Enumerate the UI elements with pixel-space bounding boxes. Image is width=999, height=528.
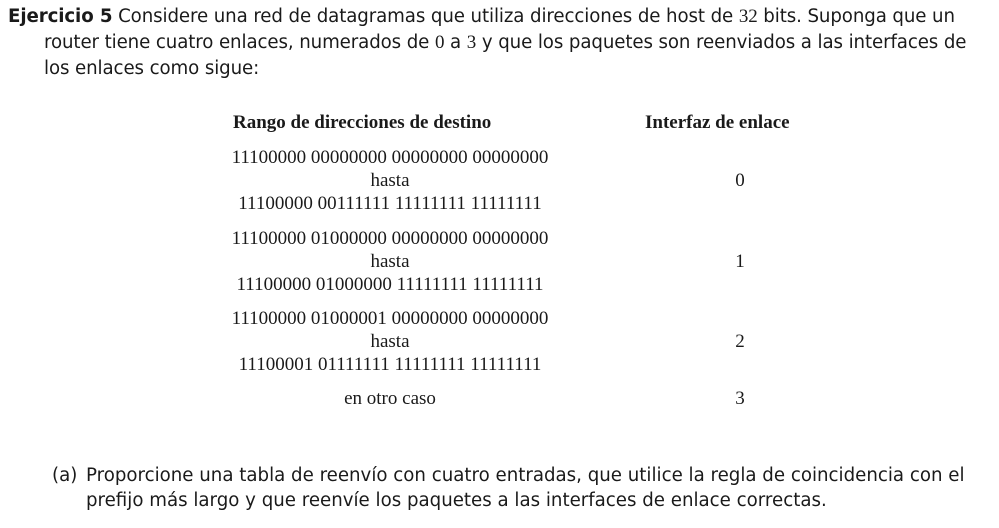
question-a — [52, 463, 965, 513]
row-2-through: hasta — [370, 331, 410, 352]
row-0-through: hasta — [370, 170, 410, 191]
question-label: (a) — [52, 465, 78, 486]
row-1-through: hasta — [370, 251, 410, 272]
exercise-text-2b: y que los paquetes son reenviados a las interfaces de — [476, 32, 967, 53]
exercise-label: Ejercicio 5 — [8, 6, 113, 27]
exercise-statement — [8, 4, 993, 82]
question-text-1: Proporcione una tabla de reenvío con cuatro entradas, que utilice la regla de coincidencia con el — [86, 465, 965, 486]
exercise-text-1a: Considere una red de datagramas que utiliza direcciones de host de — [118, 6, 739, 27]
row-0-interface: 0 — [735, 170, 745, 191]
header-link-interface: Interfaz de enlace — [645, 112, 790, 133]
exercise-num-3: 3 — [466, 32, 477, 53]
exercise-text-2mid: a — [444, 32, 467, 53]
row-otherwise-label: en otro caso — [344, 388, 436, 409]
row-otherwise-interface: 3 — [735, 388, 745, 409]
exercise-text-1b: bits. Suponga que un — [757, 6, 955, 27]
row-1-interface: 1 — [735, 251, 745, 272]
row-2-interface: 2 — [735, 331, 745, 352]
row-0-from: 11100000 00000000 00000000 00000000 — [231, 147, 549, 168]
exercise-text-2a: router tiene cuatro enlaces, numerados de — [44, 32, 435, 53]
row-0-to: 11100000 00111111 11111111 11111111 — [238, 193, 542, 214]
header-destination-range: Rango de direcciones de destino — [233, 112, 492, 133]
exercise-bits-number: 32 — [738, 6, 758, 27]
exercise-line-3: los enlaces como sigue: — [44, 58, 260, 79]
question-line-2: prefijo más largo y que reenvíe los paquetes a las interfaces de enlace correctas. — [86, 490, 827, 511]
exercise-line-1 — [8, 4, 993, 30]
exercise-num-0: 0 — [434, 32, 445, 53]
question-line-1 — [52, 463, 965, 488]
row-1-to: 11100000 01000000 11111111 11111111 — [236, 274, 544, 295]
row-2-to: 11100001 01111111 11111111 11111111 — [238, 354, 542, 375]
row-1-from: 11100000 01000000 00000000 00000000 — [231, 228, 549, 249]
row-2-from: 11100000 01000001 00000000 00000000 — [231, 308, 549, 329]
exercise-line-2 — [8, 30, 993, 56]
